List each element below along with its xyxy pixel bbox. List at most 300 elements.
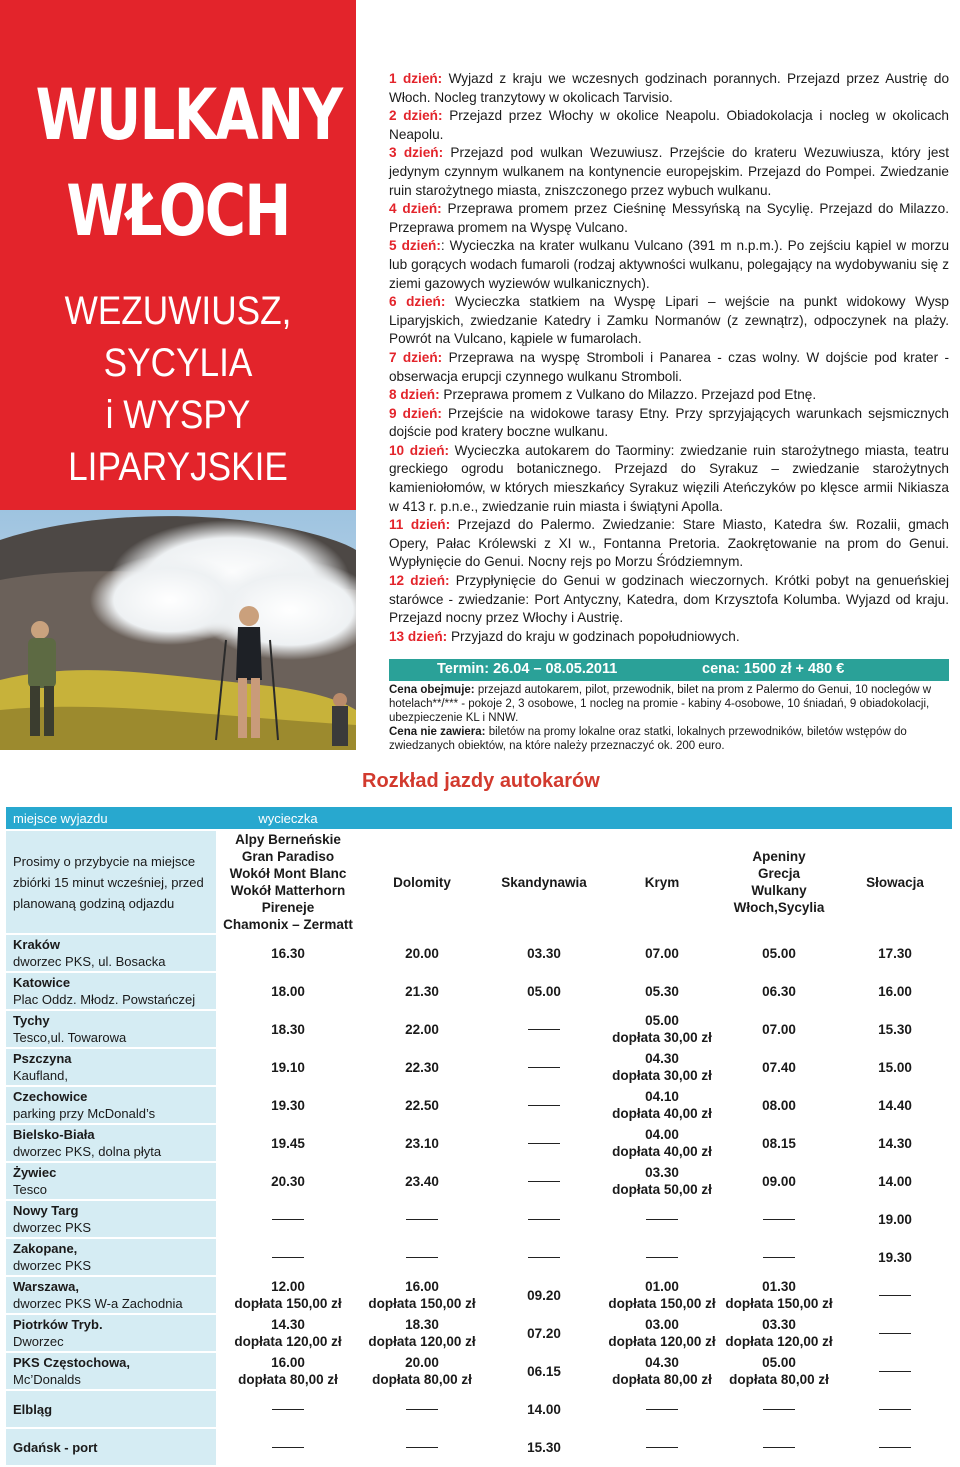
schedule-row <box>6 1163 952 1199</box>
day-label: 13 dzień: <box>389 628 448 644</box>
city-name: Bielsko-Biała <box>13 1127 95 1142</box>
cell-line: dopłata 150,00 zł <box>234 1296 342 1311</box>
departure-time <box>720 1391 838 1427</box>
cell-line: 17.30 <box>878 945 912 961</box>
schedule-table <box>6 805 952 1467</box>
cell-line: Wulkany <box>751 883 807 898</box>
cell-line: dopłata 150,00 zł <box>608 1296 716 1311</box>
departure-time <box>360 1277 484 1313</box>
departure-time <box>216 1011 360 1047</box>
day-text: Przejazd przez Włochy w okolice Neapolu. Obiadokolacja i nocleg w okolicach Neapolu. <box>389 108 949 142</box>
cell-line: 09.20 <box>527 1287 561 1303</box>
departure-time <box>720 1125 838 1161</box>
cell-line: 15.00 <box>878 1059 912 1075</box>
departure-time <box>838 1125 952 1161</box>
cell-line: dopłata 120,00 zł <box>725 1334 833 1349</box>
departure-time <box>720 1429 838 1465</box>
departure-time <box>604 1125 720 1161</box>
cell-line: 04.00 <box>645 1127 679 1142</box>
schedule-row <box>6 1391 952 1427</box>
departure-time <box>360 1011 484 1047</box>
departure-place <box>6 1353 216 1389</box>
dash-mark <box>406 1219 438 1220</box>
departure-time <box>484 1277 604 1313</box>
departure-time <box>604 935 720 971</box>
header-departure: miejsce wyjazdu <box>6 807 216 829</box>
schedule-header-row <box>6 807 952 829</box>
city-name: Warszawa, <box>13 1279 79 1294</box>
departure-time <box>604 1163 720 1199</box>
schedule-title: Rozkład jazdy autokarów <box>362 770 600 792</box>
departure-time <box>484 1315 604 1351</box>
city-name: Tychy <box>13 1013 50 1028</box>
cell-line: 08.00 <box>762 1097 796 1113</box>
cell-line: 19.30 <box>878 1249 912 1265</box>
cell-line: 06.30 <box>762 983 796 999</box>
schedule-row <box>6 935 952 971</box>
city-name: Elbląg <box>13 1401 53 1417</box>
dash-mark <box>272 1447 304 1448</box>
departure-time <box>216 1315 360 1351</box>
cell-line: 07.20 <box>527 1325 561 1341</box>
cell-line: dopłata 30,00 zł <box>612 1030 712 1045</box>
city-name: PKS Częstochowa, <box>13 1355 131 1370</box>
departure-time <box>360 1163 484 1199</box>
dash-mark <box>528 1029 560 1030</box>
departure-time <box>484 1049 604 1085</box>
cell-line: 03.30 <box>762 1317 796 1332</box>
cell-line: dopłata 80,00 zł <box>238 1372 338 1387</box>
departure-time <box>720 935 838 971</box>
cell-line: 01.30 <box>762 1279 796 1294</box>
schedule-columns-row <box>6 831 952 933</box>
cell-line: 05.30 <box>645 983 679 999</box>
cell-line: 21.30 <box>405 983 439 999</box>
dash-mark <box>406 1409 438 1410</box>
itinerary-day <box>389 516 949 572</box>
dash-mark <box>763 1257 795 1258</box>
departure-time <box>484 973 604 1009</box>
departure-time <box>604 1429 720 1465</box>
cell-line: 14.00 <box>878 1173 912 1189</box>
cell-line: 03.30 <box>527 945 561 961</box>
cell-line: Krym <box>644 874 680 890</box>
departure-time <box>484 1391 604 1427</box>
departure-place <box>6 1049 216 1085</box>
departure-time <box>838 1239 952 1275</box>
day-text: Wycieczka autokarem do Taorminy: zwiedzanie ruin starożytnego miasta, teatru greckiego ogrodu botanicznego. Przejazd do Syrakuz – zwiedzanie starożytnych kamieniołomów, w których mieszkańcy Syrakuz więzili Ateńczyków po klęsce armii Nikiasza w 413 r. p.n.e., zwiedzanie ruin miasta i świątyni Apolla. <box>389 442 949 514</box>
itinerary-day <box>389 293 949 349</box>
cell-line: 20.00 <box>405 1355 439 1370</box>
day-text: Wyjazd z kraju we wczesnych godzinach porannych. Przejazd przez Austrię do Włoch. Nocleg tranzytowy w okolicach Tarvisio. <box>389 71 950 105</box>
departure-time <box>216 1277 360 1313</box>
dash-mark <box>272 1219 304 1220</box>
departure-time <box>720 1277 838 1313</box>
title-line-2: WŁOCH <box>66 170 290 252</box>
departure-time <box>216 1049 360 1085</box>
cell-line: dopłata 50,00 zł <box>612 1182 712 1197</box>
day-label: 3 dzień: <box>389 145 444 161</box>
cell-line: Skandynawia <box>501 874 587 890</box>
cell-line: 18.30 <box>405 1317 439 1332</box>
departure-time <box>604 1087 720 1123</box>
dash-mark <box>879 1371 911 1372</box>
itinerary-day <box>389 405 949 442</box>
dash-mark <box>272 1409 304 1410</box>
departure-time <box>604 1353 720 1389</box>
cell-line: 16.00 <box>271 1355 305 1370</box>
schedule-row <box>6 1277 952 1313</box>
cell-line: 22.50 <box>405 1097 439 1113</box>
day-text: Przejście na widokowe tarasy Etny. Przy sprzyjających warunkach sejsmicznych dojście pod kratery boczne wulkanu. <box>389 405 949 440</box>
departure-place <box>6 973 216 1009</box>
itinerary-day <box>389 237 949 293</box>
cell-line: Alpy Berneńskie <box>235 832 341 847</box>
dash-mark <box>879 1333 911 1334</box>
departure-place <box>6 1429 216 1465</box>
departure-time <box>360 1049 484 1085</box>
cell-line: 05.00 <box>762 945 796 961</box>
dash-mark <box>646 1257 678 1258</box>
day-text: Przejazd pod wulkan Wezuwiusz. Przejście do krateru Wezuwiusza, który jest jedynym czynnym wulkanem na kontynencie europejskim. Przejazd do Pompei. Zwiedzanie ruin starożytnego miasta, zniszczonego przez wybuch wulkanu. <box>389 145 950 198</box>
cell-line: dopłata 30,00 zł <box>612 1068 712 1083</box>
day-text: Przeprawa na wyspę Stromboli i Panarea - czas wolny. W dojście pod krater - obserwacja erupcji czynnego wulkanu Stromboli. <box>389 349 949 384</box>
day-label: 1 dzień: <box>389 71 443 86</box>
includes-label: Cena obejmuje: <box>389 684 475 696</box>
cell-line: 22.00 <box>405 1021 439 1037</box>
departure-place <box>6 1087 216 1123</box>
cell-line: Wokół Matterhorn <box>230 883 346 898</box>
stop-name: dworzec PKS, dolna płyta <box>13 1144 162 1159</box>
departure-time <box>604 1391 720 1427</box>
stop-name: dworzec PKS <box>13 1258 92 1273</box>
stop-name: parking przy McDonald’s <box>13 1106 156 1121</box>
departure-time <box>838 1201 952 1237</box>
departure-time <box>360 973 484 1009</box>
cell-line: Słowacja <box>866 874 924 890</box>
cell-line: 07.00 <box>645 945 679 961</box>
departure-time <box>720 1049 838 1085</box>
departure-time <box>838 1087 952 1123</box>
dash-mark <box>763 1409 795 1410</box>
departure-time <box>720 1201 838 1237</box>
departure-time <box>216 1087 360 1123</box>
cell-line: 23.40 <box>405 1173 439 1189</box>
cell-line: 01.00 <box>645 1279 679 1294</box>
cell-line: 20.00 <box>405 945 439 961</box>
city-name: Pszczyna <box>13 1051 72 1066</box>
departure-time <box>360 1391 484 1427</box>
departure-time <box>484 1163 604 1199</box>
departure-time <box>216 935 360 971</box>
departure-time <box>484 1201 604 1237</box>
dash-mark <box>406 1257 438 1258</box>
cell-line: Wokół Mont Blanc <box>229 866 347 881</box>
cell-line: dopłata 40,00 zł <box>612 1144 712 1159</box>
departure-time <box>838 1429 952 1465</box>
departure-place <box>6 1011 216 1047</box>
cell-line: dopłata 120,00 zł <box>234 1334 342 1349</box>
cell-line: 07.40 <box>762 1059 796 1075</box>
cell-line: 15.30 <box>878 1021 912 1037</box>
dash-mark <box>763 1219 795 1220</box>
itinerary-day <box>389 144 949 200</box>
title-panel <box>0 0 356 750</box>
departure-time <box>720 1239 838 1275</box>
cell-line: Pireneje <box>261 900 315 915</box>
schedule-row <box>6 1315 952 1351</box>
departure-time <box>484 935 604 971</box>
departure-time <box>720 973 838 1009</box>
departure-time <box>216 1391 360 1427</box>
dash-mark <box>879 1295 911 1296</box>
departure-place <box>6 1163 216 1199</box>
departure-time <box>604 1239 720 1275</box>
departure-time <box>838 935 952 971</box>
departure-time <box>838 1163 952 1199</box>
subtitle-line-2: SYCYLIA <box>103 341 253 385</box>
departure-time <box>604 1049 720 1085</box>
stop-name: Dworzec <box>13 1334 64 1349</box>
departure-place <box>6 1239 216 1275</box>
dash-mark <box>879 1447 911 1448</box>
day-label: 5 dzień: <box>389 238 441 254</box>
header-fill <box>360 807 952 829</box>
stop-name: dworzec PKS, ul. Bosacka <box>13 954 166 969</box>
schedule-row <box>6 1201 952 1237</box>
day-text: Przeprawa promem z Vulkano do Milazzo. Przejazd pod Etnę. <box>439 387 817 403</box>
city-name: Nowy Targ <box>13 1203 79 1218</box>
cell-line: 09.00 <box>762 1173 796 1189</box>
dash-mark <box>528 1067 560 1068</box>
cell-line: 16.30 <box>271 945 305 961</box>
title-line-1: WULKANY <box>35 74 342 156</box>
itinerary-day <box>389 107 949 144</box>
schedule-row <box>6 1011 952 1047</box>
day-text: Przypłynięcie do Genui w godzinach wieczornych. Krótki pobyt na genueńskiej starówce - zwiedzanie: Port Antyczny, Katedra, dom Krzysztofa Kolumba. Wyjazd od kraju. Przejazd nocny przez Włochy i Austrię. <box>389 573 949 626</box>
departure-time <box>484 1125 604 1161</box>
dash-mark <box>528 1105 560 1106</box>
departure-time <box>360 935 484 971</box>
stop-name: Tesco,ul. Towarowa <box>13 1030 127 1045</box>
cell-line: 20.30 <box>271 1173 305 1189</box>
cell-line: dopłata 120,00 zł <box>368 1334 476 1349</box>
departure-time <box>360 1429 484 1465</box>
cell-line: 05.00 <box>645 1013 679 1028</box>
day-text: Przyjazd do kraju w godzinach popołudniowych. <box>447 628 740 644</box>
termin-bar <box>389 659 949 681</box>
cell-line: 15.30 <box>527 1439 561 1455</box>
termin-dates: Termin: 26.04 – 08.05.2011 <box>437 661 618 677</box>
cell-line: 19.00 <box>878 1211 912 1227</box>
trip-column-4 <box>720 831 838 933</box>
cell-line: Grecja <box>757 866 801 881</box>
cell-line: dopłata 80,00 zł <box>372 1372 472 1387</box>
departure-time <box>720 1163 838 1199</box>
cell-line: 12.00 <box>271 1279 305 1294</box>
schedule-row <box>6 1087 952 1123</box>
day-label: 12 dzień: <box>389 573 450 589</box>
departure-time <box>484 1239 604 1275</box>
volcano-photo <box>0 510 356 750</box>
departure-time <box>216 1353 360 1389</box>
dash-mark <box>646 1219 678 1220</box>
cell-line: 14.00 <box>527 1401 561 1417</box>
cell-line: 04.10 <box>645 1089 679 1104</box>
departure-time <box>216 1125 360 1161</box>
dash-mark <box>528 1143 560 1144</box>
cell-line: 14.30 <box>271 1317 305 1332</box>
cell-line: 06.15 <box>527 1363 561 1379</box>
day-text: : Wycieczka na krater wulkanu Vulcano (391 m n.p.m.). Po zejściu kąpiel w morzu lub gorących wodach fumaroli (rodzaj aktywności wulkanu, polegający na wydobywaniu się z ziemi gazowych wyziewów wulkanicznych). <box>389 238 950 291</box>
city-name: Zakopane, <box>13 1241 78 1256</box>
cell-line: 22.30 <box>405 1059 439 1075</box>
day-text: Wycieczka statkiem na Wyspę Lipari – wejście na punkt widokowy Wysp Liparyjskich, zwiedzanie Katedry i Zamku Normanów (z zewnątrz), odpoczynek na plaży. Powrót na Vulcano, kąpiele w fumarolach. <box>389 294 949 347</box>
departure-time <box>838 1011 952 1047</box>
stop-name: dworzec PKS <box>13 1220 92 1235</box>
dash-mark <box>646 1447 678 1448</box>
day-label: 7 dzień: <box>389 349 443 365</box>
cell-line: dopłata 40,00 zł <box>612 1106 712 1121</box>
itinerary-day <box>389 200 949 237</box>
city-name: Kraków <box>13 937 60 952</box>
trip-column-0 <box>216 831 360 933</box>
day-label: 2 dzień: <box>389 108 443 124</box>
schedule-row <box>6 1049 952 1085</box>
schedule-row <box>6 1353 952 1389</box>
cell-line: 03.00 <box>645 1317 679 1332</box>
day-label: 8 dzień: <box>389 387 440 403</box>
trip-column-3 <box>604 831 720 933</box>
trip-column-2 <box>484 831 604 933</box>
header-trip: wycieczka <box>216 807 360 829</box>
departure-time <box>360 1087 484 1123</box>
departure-time <box>838 1391 952 1427</box>
dash-mark <box>406 1447 438 1448</box>
departure-time <box>484 1087 604 1123</box>
schedule-row <box>6 1429 952 1465</box>
departure-time <box>720 1353 838 1389</box>
departure-time <box>720 1011 838 1047</box>
city-name: Katowice <box>13 975 71 990</box>
day-label: 11 dzień: <box>389 517 451 533</box>
departure-time <box>484 1011 604 1047</box>
cell-line: 03.30 <box>645 1165 679 1180</box>
itinerary-day <box>389 349 949 386</box>
cell-line: Chamonix – Zermatt <box>223 917 353 932</box>
dash-mark <box>763 1447 795 1448</box>
cell-line: 19.10 <box>271 1059 305 1075</box>
departure-time <box>720 1087 838 1123</box>
cell-line: 18.30 <box>271 1021 305 1037</box>
departure-time <box>360 1201 484 1237</box>
departure-time <box>484 1429 604 1465</box>
dash-mark <box>272 1257 304 1258</box>
day-label: 6 dzień: <box>389 294 446 310</box>
stop-name: Mc’Donalds <box>13 1372 81 1387</box>
cell-line: 19.30 <box>271 1097 305 1113</box>
subtitle-line-3: i WYSPY <box>105 393 251 437</box>
cell-line: 23.10 <box>405 1135 439 1151</box>
departure-time <box>216 1429 360 1465</box>
itinerary-day <box>389 628 949 647</box>
cell-line: Apeniny <box>752 849 806 864</box>
departure-place <box>6 935 216 971</box>
itinerary-day <box>389 70 949 107</box>
stop-name: Tesco <box>13 1182 47 1197</box>
departure-time <box>360 1239 484 1275</box>
departure-time <box>216 1239 360 1275</box>
cell-line: Dolomity <box>393 874 451 890</box>
price-info <box>389 683 949 753</box>
dash-mark <box>528 1257 560 1258</box>
day-label: 10 dzień: <box>389 442 450 458</box>
departure-time <box>604 973 720 1009</box>
itinerary-day <box>389 572 949 628</box>
cell-line: Gran Paradiso <box>241 849 335 864</box>
departure-time <box>720 1315 838 1351</box>
departure-place <box>6 1315 216 1351</box>
cell-line: 04.30 <box>645 1355 679 1370</box>
dash-mark <box>646 1409 678 1410</box>
day-text: Przeprawa promem przez Cieśninę Messyńską na Sycylię. Przejazd do Milazzo. Przeprawa promem na Wyspę Vulcano. <box>389 201 949 235</box>
cell-line: dopłata 150,00 zł <box>725 1296 833 1311</box>
departure-time <box>360 1125 484 1161</box>
trip-column-5 <box>838 831 952 933</box>
departure-time <box>360 1315 484 1351</box>
departure-place <box>6 1277 216 1313</box>
cell-line: 18.00 <box>271 983 305 999</box>
cell-line: dopłata 80,00 zł <box>612 1372 712 1387</box>
departure-time <box>484 1353 604 1389</box>
departure-time <box>838 1277 952 1313</box>
cell-line: 05.00 <box>527 983 561 999</box>
day-text: Przejazd do Palermo. Zwiedzanie: Stare Miasto, Katedra św. Rozalii, gmach Opery, Pałac Królewski z XI w., Fontanna Pretoria. Zaokrętowanie na prom do Genui. Wypłynięcie do Genui. Nocny rejs po Morzu Śródziemnym. <box>389 517 949 570</box>
departure-time <box>604 1315 720 1351</box>
city-name: Piotrków Tryb. <box>13 1317 103 1332</box>
day-label: 9 dzień: <box>389 405 442 421</box>
cell-line: Włoch,Sycylia <box>733 900 825 915</box>
departure-time <box>838 1353 952 1389</box>
stop-name: dworzec PKS W-a Zachodnia <box>13 1296 183 1311</box>
cell-line: dopłata 80,00 zł <box>729 1372 829 1387</box>
subtitle-line-4: LIPARYJSKIE <box>68 445 288 489</box>
dash-mark <box>528 1181 560 1182</box>
departure-place <box>6 1125 216 1161</box>
stop-name: Plac Oddz. Młodz. Powstańczej <box>13 992 196 1007</box>
schedule-row <box>6 1125 952 1161</box>
cell-line: 16.00 <box>405 1279 439 1294</box>
city-name: Żywiec <box>13 1165 57 1180</box>
cell-line: dopłata 150,00 zł <box>368 1296 476 1311</box>
departure-time <box>360 1353 484 1389</box>
stop-name: Kaufland, <box>13 1068 68 1083</box>
departure-time <box>216 973 360 1009</box>
dash-mark <box>879 1409 911 1410</box>
departure-time <box>838 1315 952 1351</box>
departure-time <box>838 973 952 1009</box>
cell-line: 05.00 <box>762 1355 796 1370</box>
cell-line: 16.00 <box>878 983 912 999</box>
city-name: Czechowice <box>13 1089 88 1104</box>
cell-line: 08.15 <box>762 1135 796 1151</box>
schedule-row <box>6 973 952 1009</box>
trip-column-1 <box>360 831 484 933</box>
itinerary-day <box>389 386 949 405</box>
excludes-label: Cena nie zawiera: <box>389 726 486 738</box>
cell-line: 14.30 <box>878 1135 912 1151</box>
excludes-text: biletów na promy lokalne oraz statki, lokalnych przewodników, biletów wstępów do zwiedzanych obiektów, na które należy przeznaczyć ok. 200 euro. <box>389 726 907 752</box>
